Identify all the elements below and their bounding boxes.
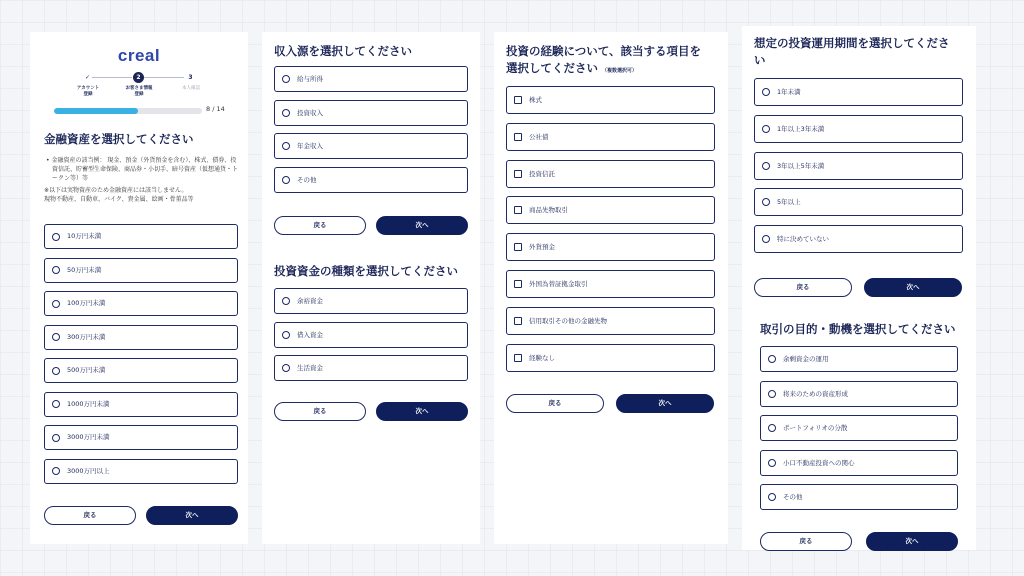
radio-option[interactable]: [274, 167, 468, 193]
radio-icon[interactable]: [52, 367, 60, 375]
radio-icon[interactable]: [52, 266, 60, 274]
radio-option[interactable]: [760, 346, 958, 372]
radio-option[interactable]: [754, 225, 963, 253]
option-label: その他: [783, 493, 803, 501]
option-label: 借入資金: [297, 330, 323, 339]
checkbox-icon[interactable]: [514, 133, 522, 141]
exclusion-examples: 現物不動産、自動車、バイク、貴金属、絵画・骨董品等: [44, 196, 194, 203]
option-label: 300万円未満: [67, 332, 106, 341]
option-label: 余剰資金の運用: [783, 355, 829, 363]
checkbox-option[interactable]: [506, 233, 715, 261]
progress-count: 8 / 14: [206, 105, 225, 113]
radio-icon[interactable]: [762, 88, 770, 96]
step-1-label: アカウント 登録: [76, 86, 100, 97]
radio-option[interactable]: [274, 322, 468, 348]
radio-icon[interactable]: [762, 235, 770, 243]
checkbox-option[interactable]: [506, 344, 715, 372]
step-connector: [92, 77, 132, 78]
radio-option[interactable]: [754, 152, 963, 180]
asset-notes: [44, 156, 238, 204]
experience-title-line2: 選択してください （複数選択可）: [506, 61, 638, 75]
radio-option[interactable]: [274, 100, 468, 126]
step-connector: [144, 77, 184, 78]
radio-option[interactable]: [754, 78, 963, 106]
investment-period-panel: [742, 26, 976, 550]
next-button[interactable]: 次へ: [866, 532, 958, 551]
progress-bar-fill: [54, 108, 138, 114]
checkbox-option[interactable]: [506, 270, 715, 298]
option-label: 余裕資金: [297, 297, 323, 305]
radio-icon[interactable]: [282, 364, 290, 372]
option-label: 公社債: [529, 132, 549, 141]
registration-stepper: [76, 72, 210, 102]
radio-option[interactable]: [44, 358, 238, 383]
option-label: 3000万円未満: [67, 433, 110, 441]
checkbox-icon[interactable]: [514, 354, 522, 362]
progress-bar: [54, 108, 202, 114]
back-button[interactable]: 戻る: [754, 278, 852, 297]
radio-icon[interactable]: [282, 75, 290, 83]
exclusion-note: ※以下は実物資産のため金融資産には該当しません。: [44, 187, 188, 194]
radio-icon[interactable]: [52, 400, 60, 408]
checkbox-option[interactable]: [506, 123, 715, 151]
option-label: 将来のための資産形成: [783, 389, 848, 398]
multiple-select-note: （複数選択可）: [602, 68, 638, 74]
radio-option[interactable]: [44, 258, 238, 283]
back-button[interactable]: 戻る: [44, 506, 136, 525]
radio-option[interactable]: [44, 459, 238, 484]
option-label: 特に決めていない: [777, 235, 829, 244]
option-label: 1年以上3年未満: [777, 124, 825, 133]
radio-option[interactable]: [44, 392, 238, 417]
option-label: 小口不動産投資への関心: [783, 458, 855, 467]
next-button[interactable]: 次へ: [616, 394, 714, 413]
option-label: 生活資金: [297, 364, 323, 372]
option-label: 50万円未満: [67, 265, 102, 274]
step-3-label: 本人確認: [182, 86, 200, 91]
radio-option[interactable]: [44, 425, 238, 450]
option-label: 100万円未満: [67, 299, 106, 307]
option-label: 500万円未満: [67, 366, 106, 374]
option-label: 信用取引その他の金融先物: [529, 316, 607, 325]
radio-icon[interactable]: [768, 390, 776, 398]
option-label: 3年以上5年未満: [777, 161, 825, 170]
radio-icon[interactable]: [52, 233, 60, 241]
option-label: 3000万円以上: [67, 466, 110, 475]
option-label: その他: [297, 175, 317, 184]
next-button[interactable]: 次へ: [376, 216, 468, 235]
back-button[interactable]: 戻る: [274, 216, 366, 235]
radio-icon[interactable]: [768, 459, 776, 467]
radio-icon[interactable]: [52, 434, 60, 442]
next-button[interactable]: 次へ: [376, 402, 468, 421]
income-source-title: 収入源を選択してください: [274, 44, 412, 58]
radio-icon[interactable]: [52, 300, 60, 308]
radio-icon[interactable]: [768, 355, 776, 363]
option-label: 株式: [529, 96, 542, 104]
radio-icon[interactable]: [282, 176, 290, 184]
next-button[interactable]: 次へ: [146, 506, 238, 525]
option-label: 投資収入: [297, 108, 323, 117]
step-2-label: お客さま情報 登録: [125, 86, 153, 97]
fund-type-title: 投資資金の種類を選択してください: [274, 264, 458, 278]
checkbox-option[interactable]: [506, 86, 715, 114]
option-label: 投資信託: [529, 169, 555, 178]
radio-option[interactable]: [760, 415, 958, 441]
checkbox-option[interactable]: [506, 196, 715, 224]
option-label: ポートフォリオの分散: [783, 424, 848, 432]
experience-title-line1: 投資の経験について、該当する項目を: [506, 44, 702, 58]
option-label: 年金収入: [297, 142, 323, 150]
radio-icon[interactable]: [52, 467, 60, 475]
radio-icon[interactable]: [768, 424, 776, 432]
back-button[interactable]: 戻る: [760, 532, 852, 551]
radio-option[interactable]: [760, 450, 958, 476]
radio-icon[interactable]: [762, 198, 770, 206]
option-label: 1000万円未満: [67, 399, 110, 408]
option-label: 5年以上: [777, 198, 801, 207]
page-title: 金融資産を選択してください: [44, 132, 194, 146]
radio-option[interactable]: [274, 66, 468, 92]
checkbox-icon[interactable]: [514, 317, 522, 325]
radio-option[interactable]: [274, 355, 468, 381]
radio-icon[interactable]: [282, 109, 290, 117]
radio-icon[interactable]: [768, 493, 776, 501]
checkbox-option[interactable]: [506, 160, 715, 188]
radio-option[interactable]: [274, 133, 468, 159]
option-label: 経験なし: [529, 353, 555, 362]
checkbox-icon[interactable]: [514, 206, 522, 214]
option-label: 外貨預金: [529, 243, 555, 252]
radio-icon[interactable]: [282, 297, 290, 305]
period-title-line2: い: [754, 53, 766, 67]
radio-option[interactable]: [760, 484, 958, 510]
option-label: 1年未満: [777, 88, 801, 96]
radio-icon[interactable]: [52, 333, 60, 341]
radio-icon[interactable]: [762, 125, 770, 133]
checkbox-icon[interactable]: [514, 96, 522, 104]
option-label: 給与所得: [297, 75, 323, 83]
option-label: 商品先物取引: [529, 206, 568, 215]
investment-experience-panel: [494, 32, 728, 544]
creal-logo: creal: [117, 46, 161, 65]
checkbox-icon[interactable]: [514, 280, 522, 288]
checkbox-icon[interactable]: [514, 243, 522, 251]
radio-option[interactable]: [274, 288, 468, 314]
radio-option[interactable]: [44, 291, 238, 316]
step-3-indicator: 3: [188, 74, 193, 81]
radio-option[interactable]: [760, 381, 958, 407]
radio-icon[interactable]: [762, 162, 770, 170]
radio-option[interactable]: [44, 224, 238, 249]
checkbox-option[interactable]: [506, 307, 715, 335]
radio-option[interactable]: [44, 325, 238, 350]
radio-option[interactable]: [754, 115, 963, 143]
option-label: 10万円未満: [67, 232, 102, 240]
financial-assets-panel: [30, 32, 248, 544]
step-2-indicator: 2: [133, 72, 144, 83]
checkbox-icon[interactable]: [514, 170, 522, 178]
next-button[interactable]: 次へ: [864, 278, 962, 297]
option-label: 外国為替証拠金取引: [529, 280, 588, 288]
purpose-title: 取引の目的・動機を選択してください: [760, 322, 956, 336]
radio-icon[interactable]: [282, 142, 290, 150]
income-source-panel: [262, 32, 480, 544]
back-button[interactable]: 戻る: [274, 402, 366, 421]
period-title-line1: 想定の投資運用期間を選択してくださ: [754, 36, 950, 50]
radio-icon[interactable]: [282, 331, 290, 339]
step-1-check-icon: ✓: [84, 74, 91, 81]
back-button[interactable]: 戻る: [506, 394, 604, 413]
asset-example-note: • 金融資産の該当例： 現金、預金（外貨預金を含む）、株式、債券、投資信託、貯蓄型生命保険、商品券・小切手、暗号資産（仮想通貨・トークン等）等: [46, 157, 239, 182]
radio-option[interactable]: [754, 188, 963, 216]
